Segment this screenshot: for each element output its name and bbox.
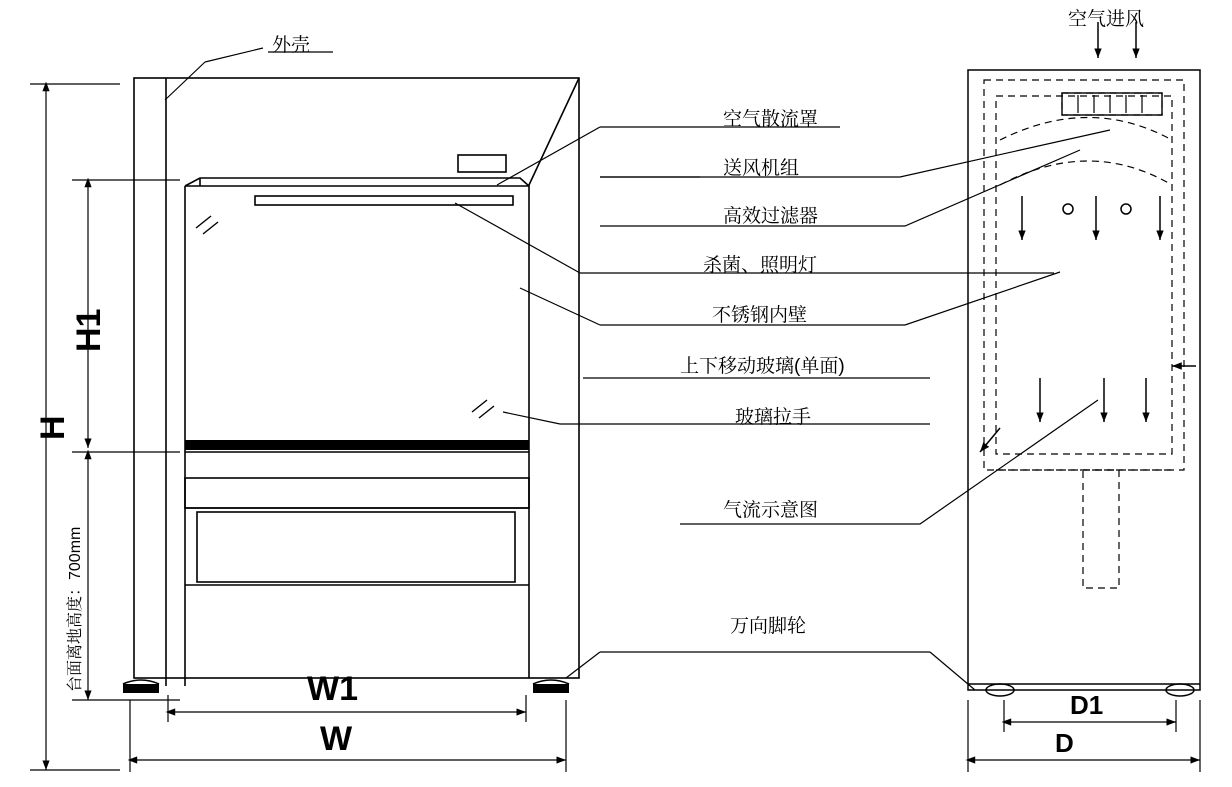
front-view-outline [123,78,579,693]
dim-label-worktop-height: 台面离地高度：700mm [67,526,84,692]
callout-inner-wall: 不锈钢内壁 [712,305,808,326]
callout-air-inlet: 空气进风 [1068,9,1145,30]
dim-label-w1: W1 [307,670,358,708]
dim-label-h: H [34,415,72,440]
callout-uv-lamp: 杀菌、照明灯 [703,255,818,276]
dim-label-h1: H1 [70,308,108,352]
side-view-outline [968,70,1200,696]
callout-caster: 万向脚轮 [730,616,807,637]
callout-diffuser: 空气散流罩 [723,109,819,130]
dim-label-d1: D1 [1070,690,1104,720]
dim-label-d: D [1055,728,1074,758]
callout-shell: 外壳 [272,35,311,56]
callout-glass-handle: 玻璃拉手 [735,407,812,428]
callout-airflow: 气流示意图 [723,500,819,521]
callout-hepa-filter: 高效过滤器 [723,206,819,227]
dimension-lines [30,84,1200,772]
airflow-arrows [980,22,1196,452]
callout-sliding-glass: 上下移动玻璃(单面) [680,356,845,377]
dim-label-w: W [320,720,353,758]
callout-blower: 送风机组 [723,158,800,179]
